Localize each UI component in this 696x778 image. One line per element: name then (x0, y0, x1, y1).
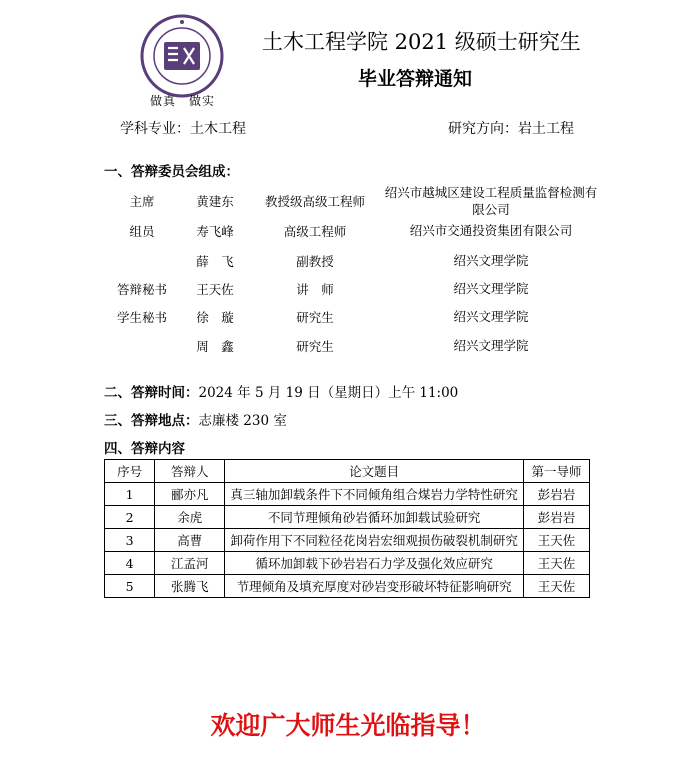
school-motto: 做真 做实 (150, 94, 216, 108)
subject-label: 学科专业：土木工程 (120, 121, 246, 137)
table-row: 1 郦亦凡 真三轴加卸载条件下不同倾角组合煤岩力学特性研究 彭岩岩 (105, 483, 590, 506)
direction-label: 研究方向：岩土工程 (448, 121, 574, 137)
table-row: 2 余虎 不同节理倾角砂岩循环加卸载试验研究 彭岩岩 (105, 506, 590, 529)
university-emblem-icon (140, 14, 224, 98)
welcome-banner: 欢迎广大师生光临指导！ (210, 711, 486, 740)
table-header-row: 序号 答辩人 论文题目 第一导师 (105, 460, 590, 483)
defense-place: 三、答辩地点：志廉楼 230 室 (104, 413, 287, 429)
defense-time: 二、答辩时间：2024 年 5 月 19 日（星期日）上午 11:00 (104, 385, 459, 401)
table-row: 4 江孟河 循环加卸载下砂岩岩石力学及强化效应研究 王天佐 (105, 552, 590, 575)
content-heading: 四、答辩内容 (104, 441, 185, 457)
notice-page: 做真 做实 土木工程学院 2021 级硕士研究生 毕业答辩通知 学科专业：土木工程 研究方向：岩土工程 一、答辩委员会组成： 主席 黄建东 教授级高级工程师 绍兴市越城区建设工程质量监督检测有限公司 组员 寿飞峰 高级工程师 绍兴市交通投资集团有限公司 薛 飞 副教授 绍兴文理学院 答辩秘书 王天佐 讲 师 绍兴文理学院 学生秘书 徐 璇 研究生 绍兴文理学院 周 鑫 研究生 绍兴文理学院 二、答辩时间：2024 年 5 月 19 日（星期日）上午 11:00 三、答辩地点：志廉楼 230 室 四、答辩内容 序号 答辩人 论文题目 第一导师 1 郦亦凡 真三轴加卸载条件下不同倾角组合煤岩力学特性研究 彭岩岩 2 余虎 不同节理倾角砂岩循环加卸载试验研究 彭岩岩 3 高曹 卸荷作用下不同粒径花岗岩宏细观损伤破裂机制研究 王天佐 4 江孟河 循环加卸载下砂岩岩石力学及强化效应研究 王天佐 5 张腾飞 节理倾角及填充厚度对砂岩变形破坏特征影响研究 王天佐 欢迎广大师生光临指导！ (0, 0, 696, 778)
committee-heading: 一、答辩委员会组成： (104, 164, 239, 180)
page-title: 土木工程学院 2021 级硕士研究生 (262, 30, 581, 54)
table-row: 3 高曹 卸荷作用下不同粒径花岗岩宏细观损伤破裂机制研究 王天佐 (105, 529, 590, 552)
defense-table (104, 459, 590, 598)
page-subtitle: 毕业答辩通知 (358, 68, 473, 90)
table-row: 5 张腾飞 节理倾角及填充厚度对砂岩变形破坏特征影响研究 王天佐 (105, 575, 590, 598)
